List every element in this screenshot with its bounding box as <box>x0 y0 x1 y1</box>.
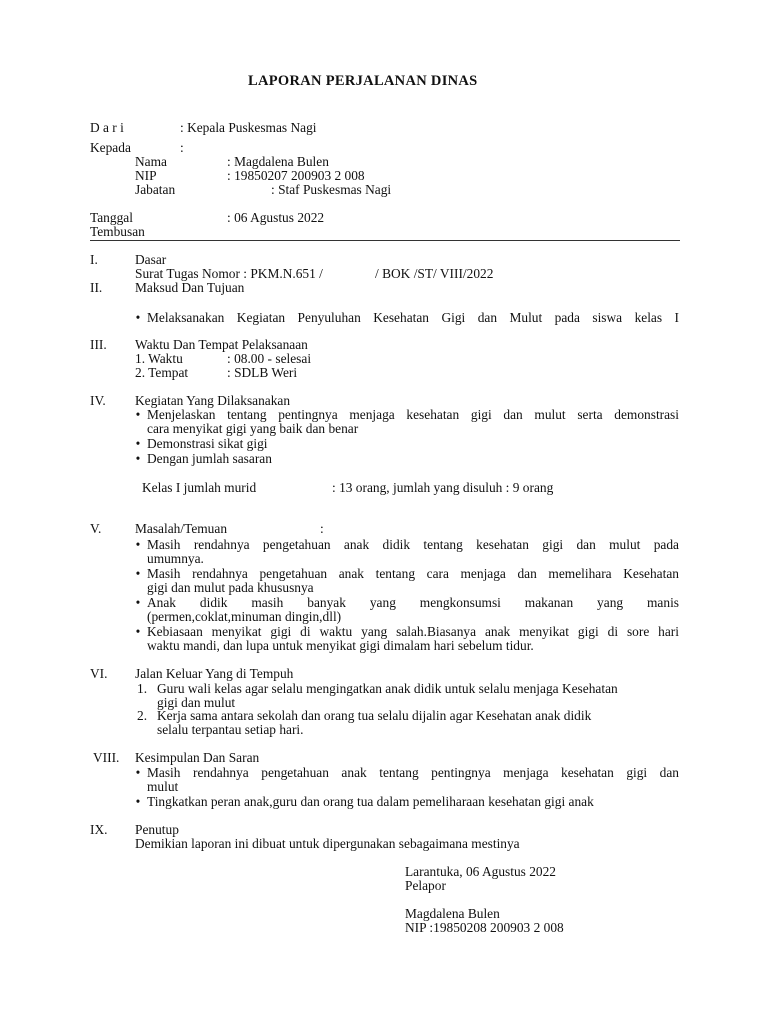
section-5-item-2-line-1: Masih rendahnya pengetahuan anak tentang cara menjaga dan memelihara Kesehatan <box>147 566 679 581</box>
section-8-item-1-line-1: Masih rendahnya pengetahuan anak tentang pentingnya menjaga kesehatan gigi dan <box>147 765 679 780</box>
section-6-item-1-line-2: gigi dan mulut <box>157 695 236 710</box>
section-6-item-2-line-1: Kerja sama antara sekolah dan orang tua selalu dijalin agar Kesehatan anak didik <box>157 708 592 723</box>
surat-tugas-number: Surat Tugas Nomor : PKM.N.651 / <box>135 266 323 281</box>
tempat-value: : SDLB Weri <box>227 365 298 380</box>
header-divider <box>90 240 680 241</box>
section-8-number: VIII. <box>93 750 120 765</box>
section-6-number: VI. <box>90 666 108 681</box>
tembusan-label: Tembusan <box>90 224 145 239</box>
section-5-colon: : <box>320 521 324 536</box>
section-2-number: II. <box>90 280 103 295</box>
section-9-number: IX. <box>90 822 108 837</box>
nip-label: NIP <box>135 168 157 183</box>
section-5-item-4-line-1: Kebiasaan menyikat gigi di waktu yang salah.Biasanya anak menyikat gigi di sore hari <box>147 624 679 639</box>
section-4-item-2: Demonstrasi sikat gigi <box>147 436 268 451</box>
section-1-heading: Dasar <box>135 252 167 267</box>
section-5-item-3-line-2: (permen,coklat,minuman dingin,dll) <box>147 609 342 624</box>
tanggal-value: : 06 Agustus 2022 <box>227 210 325 225</box>
kelas-value: : 13 orang, jumlah yang disuluh : 9 orang <box>332 480 554 495</box>
signature-name: Magdalena Bulen <box>405 906 500 921</box>
section-5-heading: Masalah/Temuan <box>135 521 228 536</box>
jabatan-label: Jabatan <box>135 182 176 197</box>
section-5-item-4-line-2: waktu mandi, dan lupa untuk menyikat gigi dimalam hari sebelum tidur. <box>147 638 534 653</box>
section-8-item-2: Tingkatkan peran anak,guru dan orang tua dalam pemeliharaan kesehatan gigi anak <box>147 794 594 809</box>
dari-label: D a r i <box>90 120 124 135</box>
document-title: LAPORAN PERJALANAN DINAS <box>248 73 478 89</box>
section-2-heading: Maksud Dan Tujuan <box>135 280 245 295</box>
section-5-item-1-line-2: umumnya. <box>147 551 204 566</box>
dari-value: : Kepala Puskesmas Nagi <box>180 120 317 135</box>
kepada-colon: : <box>180 140 184 155</box>
bullet-icon: • <box>135 765 141 780</box>
section-6-item-1-number: 1. <box>137 681 148 696</box>
section-4-item-1-line-2: cara menyikat gigi yang baik dan benar <box>147 421 359 436</box>
bullet-icon: • <box>135 407 141 422</box>
signature-role: Pelapor <box>405 878 446 893</box>
bullet-icon: • <box>135 310 141 325</box>
section-4-item-3: Dengan jumlah sasaran <box>147 451 272 466</box>
section-8-item-1-line-2: mulut <box>147 779 179 794</box>
waktu-label: 1. Waktu <box>135 351 183 366</box>
section-5-item-2-line-2: gigi dan mulut pada khususnya <box>147 580 314 595</box>
bullet-icon: • <box>135 595 141 610</box>
section-3-number: III. <box>90 337 107 352</box>
section-4-number: IV. <box>90 393 106 408</box>
jabatan-value: : Staf Puskesmas Nagi <box>271 182 392 197</box>
signature-place-date: Larantuka, 06 Agustus 2022 <box>405 864 556 879</box>
bullet-icon: • <box>135 451 141 466</box>
section-4-item-1-line-1: Menjelaskan tentang pentingnya menjaga kesehatan gigi dan mulut serta demonstrasi <box>147 407 679 422</box>
bullet-icon: • <box>135 436 141 451</box>
bullet-icon: • <box>135 794 141 809</box>
section-6-heading: Jalan Keluar Yang di Tempuh <box>135 666 294 681</box>
bullet-icon: • <box>135 566 141 581</box>
section-6-item-2-number: 2. <box>137 708 148 723</box>
kelas-label: Kelas I jumlah murid <box>142 480 257 495</box>
nama-label: Nama <box>135 154 167 169</box>
nip-value: : 19850207 200903 2 008 <box>227 168 365 183</box>
surat-tugas-suffix: / BOK /ST/ VIII/2022 <box>375 266 494 281</box>
section-6-item-1-line-1: Guru wali kelas agar selalu mengingatkan anak didik untuk selalu menjaga Kesehatan <box>157 681 618 696</box>
section-5-item-1-line-1: Masih rendahnya pengetahuan anak didik tentang kesehatan gigi dan mulut pada <box>147 537 679 552</box>
section-3-heading: Waktu Dan Tempat Pelaksanaan <box>135 337 308 352</box>
section-9-text: Demikian laporan ini dibuat untuk dipergunakan sebagaimana mestinya <box>135 836 520 851</box>
nama-value: : Magdalena Bulen <box>227 154 329 169</box>
waktu-value: : 08.00 - selesai <box>227 351 312 366</box>
section-6-item-2-line-2: selalu terpantau setiap hari. <box>157 722 304 737</box>
tempat-label: 2. Tempat <box>135 365 189 380</box>
section-4-heading: Kegiatan Yang Dilaksanakan <box>135 393 291 408</box>
signature-nip: NIP :19850208 200903 2 008 <box>405 920 564 935</box>
section-5-number: V. <box>90 521 102 536</box>
kepada-label: Kepada <box>90 140 131 155</box>
bullet-icon: • <box>135 537 141 552</box>
section-9-heading: Penutup <box>135 822 179 837</box>
section-1-number: I. <box>90 252 98 267</box>
bullet-icon: • <box>135 624 141 639</box>
section-2-item: Melaksanakan Kegiatan Penyuluhan Kesehatan Gigi dan Mulut pada siswa kelas I <box>147 310 679 325</box>
tanggal-label: Tanggal <box>90 210 133 225</box>
section-8-heading: Kesimpulan Dan Saran <box>135 750 260 765</box>
section-5-item-3-line-1: Anak didik masih banyak yang mengkonsumsi makanan yang manis <box>147 595 679 610</box>
